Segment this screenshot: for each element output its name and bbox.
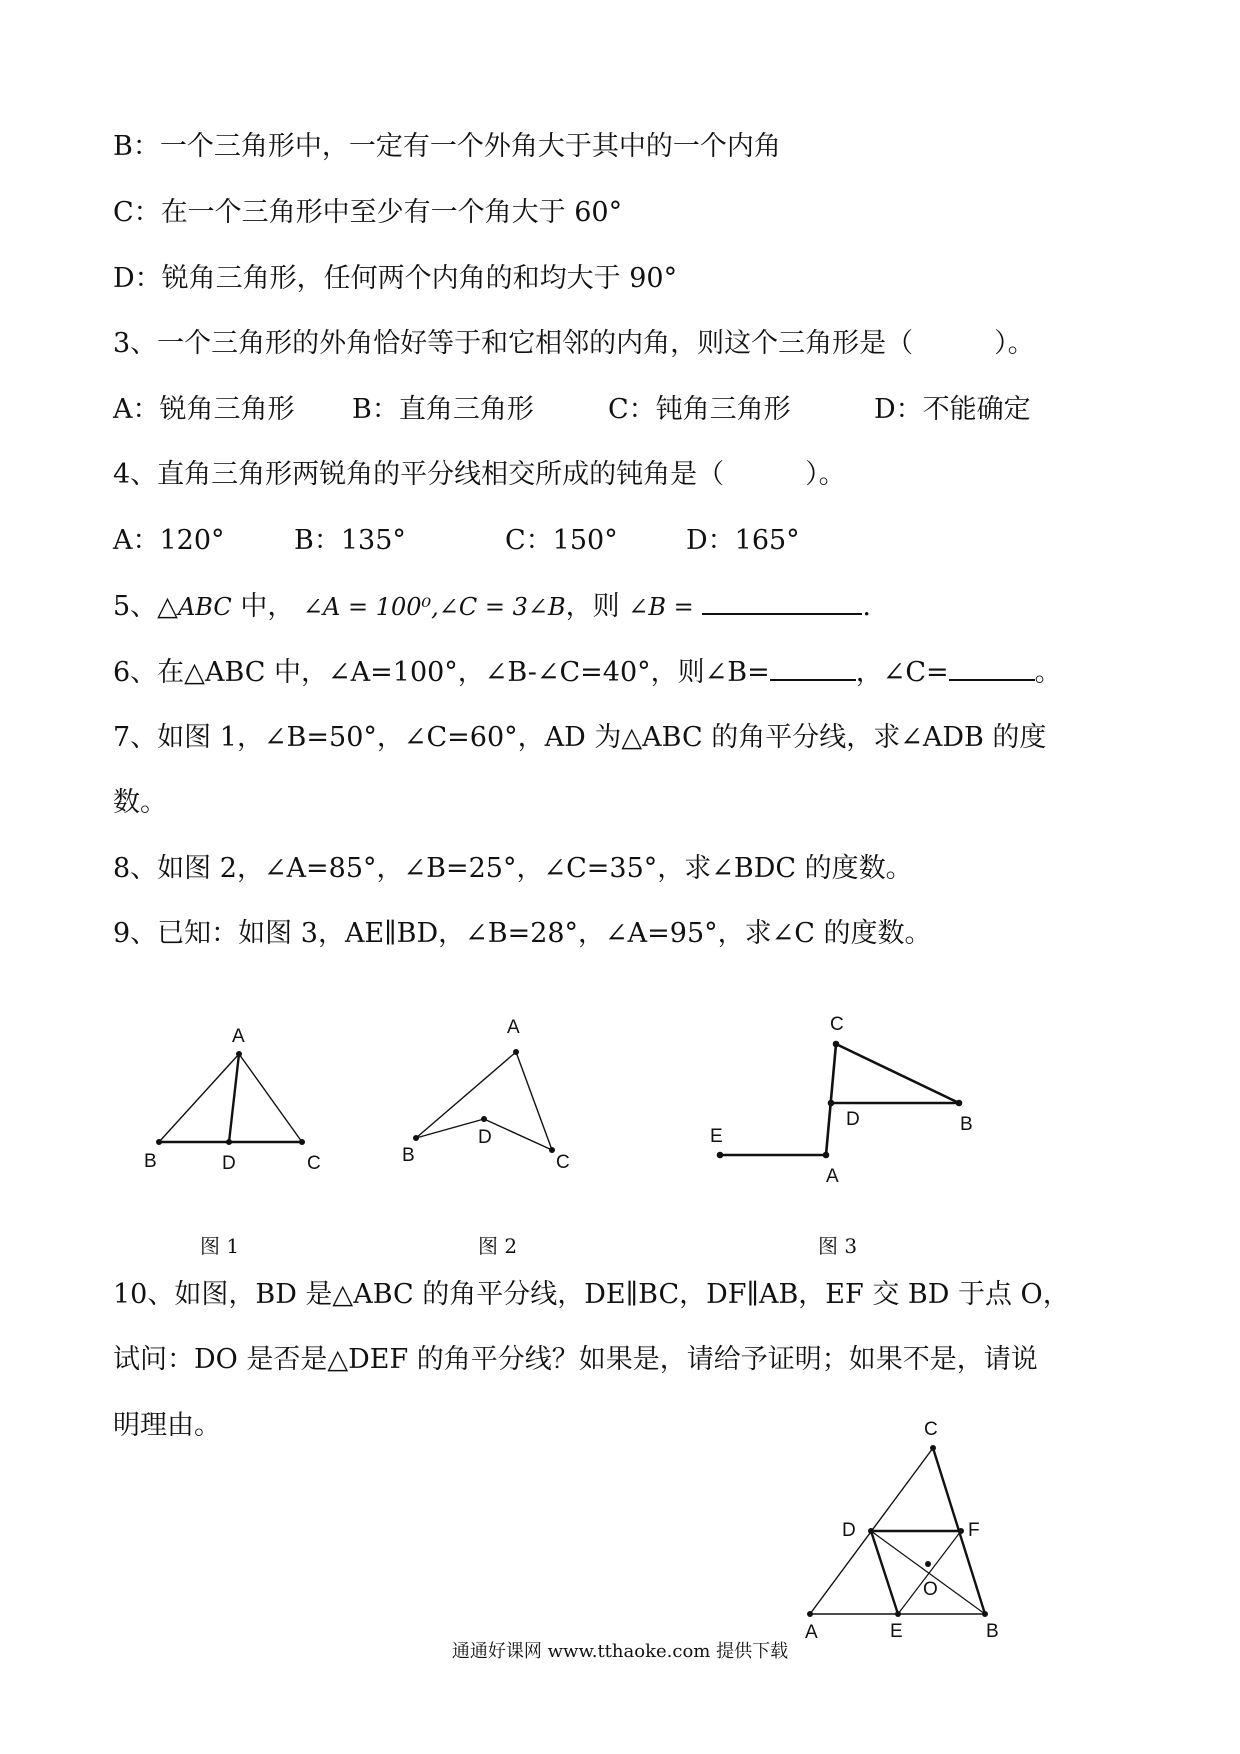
q5-mid: 中， (231, 591, 295, 622)
figure-q10 (790, 1410, 1020, 1640)
q6-text: 6、在△ABC 中，∠A=100°，∠B-∠C=40°，则∠B= (113, 657, 770, 688)
fig3-point-e (717, 1152, 724, 1159)
fig3-label-d: D (846, 1109, 860, 1130)
q5-prefix: 5、△ (113, 591, 178, 622)
figure-3 (690, 1000, 1010, 1195)
fig4-label-d: D (842, 1520, 856, 1541)
fig2-point-c (549, 1147, 555, 1153)
q6-angle-b-blank[interactable] (770, 655, 856, 681)
fig2-point-b (413, 1135, 419, 1141)
fig3-point-d (828, 1100, 835, 1107)
q5-ask: ∠B = (628, 593, 694, 621)
question-3: 3、一个三角形的外角恰好等于和它相邻的内角，则这个三角形是（ ）。 (113, 328, 1035, 359)
figure-2 (390, 1010, 590, 1180)
fig2-point-a (513, 1049, 519, 1055)
q4-option-a: A：120° (113, 525, 225, 556)
question-10-line1: 10、如图，BD 是△ABC 的角平分线，DE∥BC，DF∥AB，EF 交 BD 于点 O， (113, 1279, 1070, 1310)
fig3-point-b (956, 1100, 963, 1107)
fig4-point-d (868, 1528, 874, 1534)
fig4-label-a: A (805, 1622, 818, 1640)
question-5 (113, 589, 871, 624)
page-footer: 通通好课网 www.tthaoke.com 提供下载 (451, 1641, 789, 1662)
fig1-point-d (226, 1139, 232, 1145)
figure-1 (130, 1020, 340, 1180)
fig4-point-a (807, 1611, 813, 1617)
fig4-point-e (895, 1611, 901, 1617)
fig4-segment-ef (898, 1531, 961, 1614)
q5-end: . (862, 591, 871, 622)
fig1-point-a (236, 1051, 242, 1057)
q5-condition: ∠A = 100⁰,∠C = 3∠B (302, 593, 566, 621)
fig2-point-d (481, 1116, 487, 1122)
fig1-side-ab (159, 1054, 239, 1142)
fig2-label-b: B (402, 1145, 415, 1166)
question-8: 8、如图 2，∠A=85°，∠B=25°，∠C=35°，求∠BDC 的度数。 (113, 853, 913, 884)
question-10-line2: 试问：DO 是否是△DEF 的角平分线？如果是，请给予证明；如果不是，请说 (113, 1344, 1038, 1375)
fig3-segment-ca (826, 1044, 836, 1155)
fig2-label-a: A (507, 1017, 520, 1038)
fig1-label-a: A (232, 1026, 245, 1047)
fig4-point-c (930, 1445, 936, 1451)
question-10-line3: 明理由。 (113, 1410, 221, 1441)
q2-option-c: C：在一个三角形中至少有一个角大于 60° (113, 197, 623, 228)
fig4-label-e: E (890, 1621, 903, 1640)
fig4-point-o (925, 1561, 931, 1567)
fig1-caption: 图 1 (200, 1234, 240, 1258)
fig2-label-c: C (556, 1152, 570, 1173)
fig1-label-d: D (222, 1153, 236, 1174)
q6-angle-c-blank[interactable] (949, 655, 1035, 681)
q2-option-d: D：锐角三角形，任何两个内角的和均大于 90° (113, 263, 678, 294)
fig3-label-b: B (960, 1114, 973, 1135)
q4-option-d: D：165° (686, 525, 800, 556)
fig3-label-c: C (830, 1014, 844, 1035)
q3-option-b: B：直角三角形 (352, 394, 534, 425)
question-7-line2: 数。 (113, 787, 167, 818)
fig4-point-f (958, 1528, 964, 1534)
fig2-label-d: D (478, 1127, 492, 1148)
fig4-label-f: F (968, 1520, 980, 1541)
q3-option-a: A：锐角三角形 (113, 394, 295, 425)
q6-sep: ，∠C= (855, 657, 949, 688)
question-4: 4、直角三角形两锐角的平分线相交所成的钝角是（ ）。 (113, 459, 846, 490)
question-9: 9、已知：如图 3，AE∥BD，∠B=28°，∠A=95°，求∠C 的度数。 (113, 918, 932, 949)
q4-option-b: B：135° (294, 525, 406, 556)
fig3-segment-cb (836, 1044, 959, 1103)
fig3-caption: 图 3 (818, 1234, 858, 1258)
fig1-label-c: C (307, 1153, 321, 1174)
fig1-bisector-ad (229, 1054, 239, 1142)
q5-answer-blank[interactable] (702, 589, 862, 615)
fig3-point-c (833, 1041, 840, 1048)
fig4-segment-de (871, 1531, 898, 1614)
q5-then: ，则 (565, 591, 629, 622)
fig4-label-c: C (924, 1419, 938, 1440)
q3-option-d: D：不能确定 (874, 394, 1031, 425)
q2-option-b: B：一个三角形中，一定有一个外角大于其中的一个内角 (113, 131, 781, 162)
q4-option-c: C：150° (505, 525, 618, 556)
q5-triangle-name: ABC (177, 593, 232, 621)
fig4-label-o: O (923, 1579, 938, 1600)
q6-end: 。 (1034, 657, 1062, 688)
fig3-point-a (823, 1152, 830, 1159)
question-7-line1: 7、如图 1，∠B=50°，∠C=60°，AD 为△ABC 的角平分线，求∠ADB 的度 (113, 722, 1047, 753)
fig2-side-ab (416, 1052, 516, 1138)
fig1-point-c (299, 1139, 305, 1145)
fig1-side-ac (239, 1054, 302, 1142)
fig2-caption: 图 2 (478, 1234, 518, 1258)
question-6 (113, 655, 1062, 690)
fig1-label-b: B (144, 1151, 157, 1172)
fig1-point-b (156, 1139, 162, 1145)
fig4-segment-bd (871, 1531, 985, 1614)
fig4-label-b: B (986, 1621, 999, 1640)
fig3-label-a: A (826, 1166, 839, 1187)
fig3-label-e: E (710, 1126, 723, 1147)
q3-option-c: C：钝角三角形 (608, 394, 791, 425)
fig4-point-b (982, 1611, 988, 1617)
